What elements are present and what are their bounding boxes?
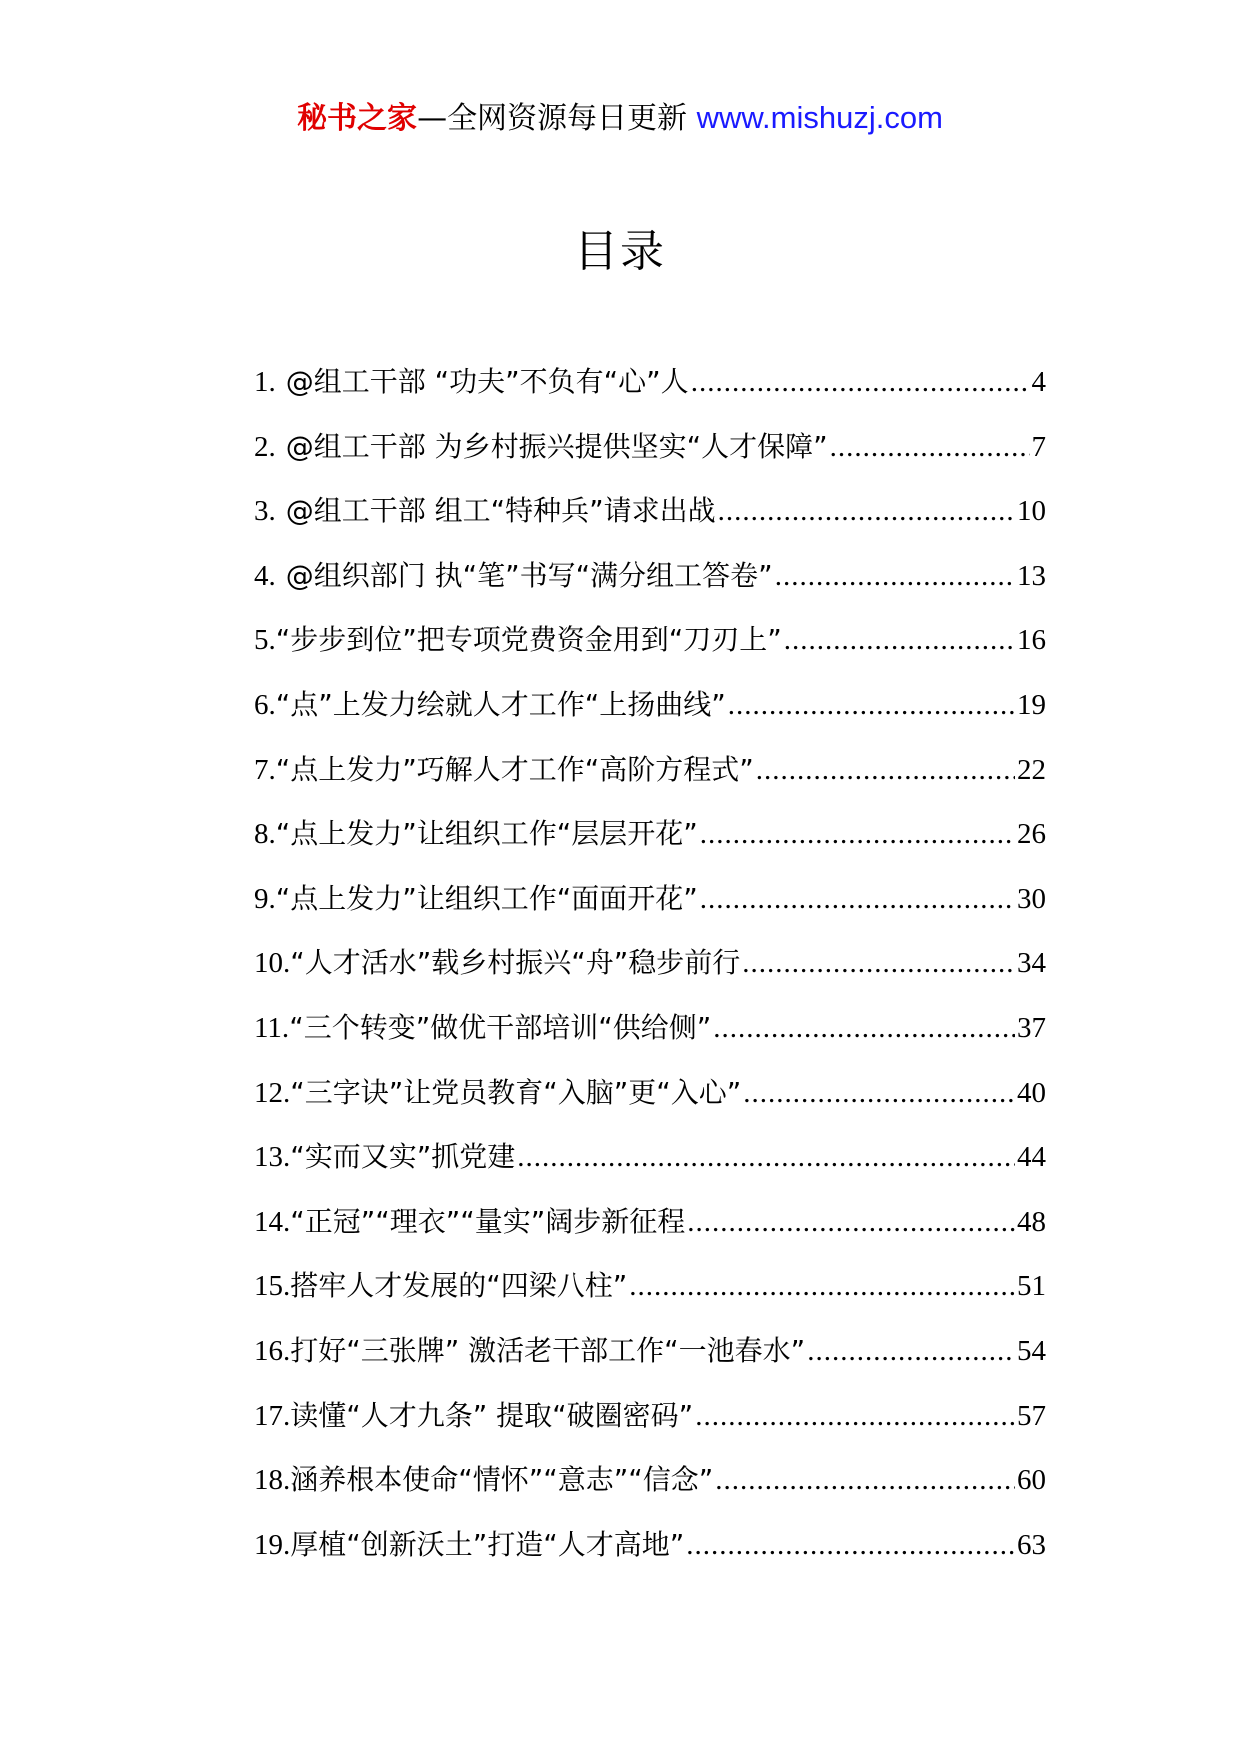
toc-entry-title: @组工干部 组工“特种兵”请求出战 xyxy=(285,494,716,528)
toc-entry-number: 9. xyxy=(254,882,276,915)
toc-entry[interactable] xyxy=(254,1135,1046,1200)
toc-entry[interactable] xyxy=(254,554,1046,619)
toc-entry-page: 54 xyxy=(1017,1334,1046,1367)
toc-entry-page: 40 xyxy=(1017,1076,1046,1109)
toc-leader-dots xyxy=(807,1329,1015,1373)
toc-entry-number: 15. xyxy=(254,1270,291,1303)
toc-entry[interactable] xyxy=(254,1200,1046,1265)
toc-leader-dots xyxy=(775,554,1015,598)
toc-entry-title: “三个转变”做优干部培训“供给侧” xyxy=(289,1010,712,1044)
toc-entry-title: “人才活水”载乡村振兴“舟”稳步前行 xyxy=(290,946,741,980)
toc-entry[interactable] xyxy=(254,1329,1046,1394)
toc-entry-page: 26 xyxy=(1017,818,1046,851)
toc-leader-dots xyxy=(629,1264,1015,1308)
toc-leader-dots xyxy=(715,1458,1015,1502)
toc-entry-title: “点”上发力绘就人才工作“上扬曲线” xyxy=(275,687,726,721)
toc-entry-number: 7. xyxy=(254,753,276,786)
toc-entry-number: 10. xyxy=(254,947,291,980)
toc-entry[interactable] xyxy=(254,425,1046,490)
toc-entry-page: 10 xyxy=(1017,495,1046,528)
toc-entry-page: 4 xyxy=(1031,366,1046,398)
toc-entry-title: “实而又实”抓党建 xyxy=(290,1140,516,1174)
toc-entry-title: @组织部门 执“笔”书写“满分组工答卷” xyxy=(285,558,773,592)
toc-leader-dots xyxy=(700,812,1015,856)
toc-entry[interactable] xyxy=(254,748,1046,813)
toc-entry-page: 57 xyxy=(1017,1399,1046,1432)
toc-entry[interactable] xyxy=(254,877,1046,942)
toc-leader-dots xyxy=(742,941,1015,985)
toc-entry-number: 4. xyxy=(254,559,276,592)
toc-entry[interactable] xyxy=(254,489,1046,554)
toc-entry[interactable] xyxy=(254,941,1046,1006)
toc-leader-dots xyxy=(691,360,1030,404)
toc-entry-number: 8. xyxy=(254,818,276,851)
toc-leader-dots xyxy=(743,1071,1015,1115)
toc-entry-page: 48 xyxy=(1017,1205,1046,1238)
toc-entry[interactable] xyxy=(254,683,1046,748)
toc-entry-number: 18. xyxy=(254,1464,291,1497)
toc-leader-dots xyxy=(713,1006,1015,1050)
toc-entry[interactable] xyxy=(254,1264,1046,1329)
toc-entry[interactable] xyxy=(254,1071,1046,1136)
toc-entry-title: “点上发力”让组织工作“面面开花” xyxy=(275,881,698,915)
toc-entry-title: 涵养根本使命“情怀”“意志”“信念” xyxy=(290,1463,714,1497)
toc-leader-dots xyxy=(687,1200,1015,1244)
toc-entry-number: 13. xyxy=(254,1141,291,1174)
toc-entry-page: 44 xyxy=(1017,1141,1046,1174)
toc-entry-title: @组工干部 为乡村振兴提供坚实“人才保障” xyxy=(285,429,828,463)
toc-entry[interactable] xyxy=(254,618,1046,683)
toc-entry-title: “点上发力”让组织工作“层层开花” xyxy=(275,817,698,851)
toc-entry-number: 5. xyxy=(254,624,276,657)
toc-leader-dots xyxy=(718,489,1015,533)
toc-entry-title: 打好“三张牌” 激活老干部工作“一池春水” xyxy=(290,1333,806,1367)
toc-entry-number: 2. xyxy=(254,430,276,463)
toc-entry-title: “步步到位”把专项党费资金用到“刀刃上” xyxy=(275,623,782,657)
toc-entry[interactable] xyxy=(254,1523,1046,1588)
toc-entry-page: 34 xyxy=(1017,947,1046,980)
toc-entry-number: 19. xyxy=(254,1528,291,1561)
toc-entry-title: 搭牢人才发展的“四梁八柱” xyxy=(290,1269,628,1303)
toc-entry-page: 30 xyxy=(1017,882,1046,915)
header-tagline: —全网资源每日更新 xyxy=(417,101,697,136)
toc-leader-dots xyxy=(700,877,1015,921)
toc-entry-number: 14. xyxy=(254,1205,291,1238)
toc-leader-dots xyxy=(830,425,1030,469)
page-header xyxy=(0,98,1240,139)
toc-leader-dots xyxy=(728,683,1015,727)
toc-entry-number: 11. xyxy=(254,1011,290,1044)
site-url[interactable]: www.mishuzj.com xyxy=(696,100,943,135)
toc-entry-title: @组工干部 “功夫”不负有“心”人 xyxy=(285,365,689,398)
toc-entry-title: 厚植“创新沃土”打造“人才高地” xyxy=(290,1527,685,1561)
toc-leader-dots xyxy=(686,1523,1015,1567)
toc-entry-page: 60 xyxy=(1017,1464,1046,1497)
toc-entry[interactable] xyxy=(254,1006,1046,1071)
toc-entry-number: 1. xyxy=(254,366,276,398)
toc-entry-title: “正冠”“理衣”“量实”阔步新征程 xyxy=(290,1204,686,1238)
toc-entry-number: 17. xyxy=(254,1399,291,1432)
toc-entry[interactable] xyxy=(254,812,1046,877)
toc-entry-title: 读懂“人才九条” 提取“破圈密码” xyxy=(290,1398,694,1432)
page-title: 目录 xyxy=(574,226,666,277)
toc-entry[interactable] xyxy=(254,360,1046,425)
toc-entry-page: 13 xyxy=(1017,559,1046,592)
toc-entry-number: 6. xyxy=(254,688,276,721)
toc-entry-title: “三字诀”让党员教育“入脑”更“入心” xyxy=(290,1075,742,1109)
toc-entry-page: 37 xyxy=(1017,1011,1046,1044)
brand-name: 秘书之家 xyxy=(297,101,418,136)
toc-leader-dots xyxy=(784,618,1015,662)
toc-leader-dots xyxy=(517,1135,1015,1179)
toc-entry-page: 22 xyxy=(1017,753,1046,786)
toc-entry-page: 7 xyxy=(1031,430,1046,463)
toc-entry[interactable] xyxy=(254,1394,1046,1459)
toc-leader-dots xyxy=(695,1394,1015,1438)
toc-entry-title: “点上发力”巧解人才工作“高阶方程式” xyxy=(275,752,754,786)
table-of-contents xyxy=(254,360,1046,1587)
toc-entry-page: 63 xyxy=(1017,1528,1046,1561)
toc-entry-number: 3. xyxy=(254,495,276,528)
toc-entry-page: 51 xyxy=(1017,1270,1046,1303)
toc-entry-number: 16. xyxy=(254,1334,291,1367)
toc-leader-dots xyxy=(756,748,1015,792)
toc-entry-number: 12. xyxy=(254,1076,291,1109)
toc-entry[interactable] xyxy=(254,1458,1046,1523)
toc-entry-page: 16 xyxy=(1017,624,1046,657)
toc-entry-page: 19 xyxy=(1017,688,1046,721)
